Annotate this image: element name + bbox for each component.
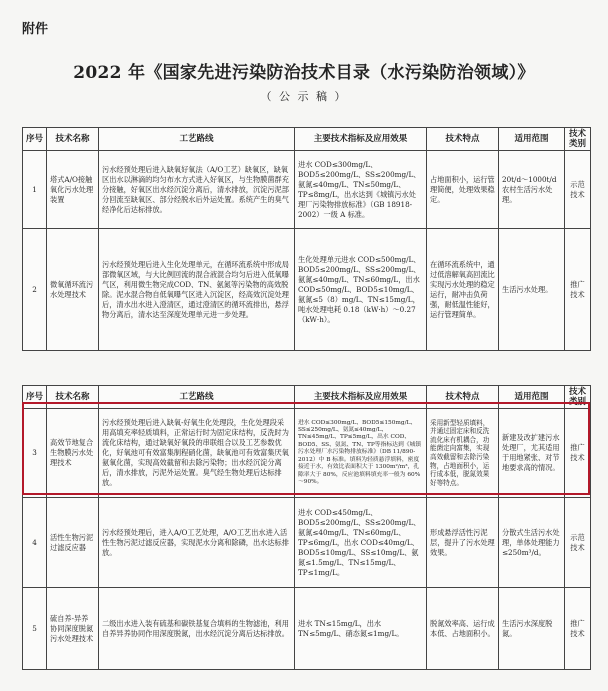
scope: 生活污水深度脱氮。 [499,588,565,670]
header-cell: 技术类别 [565,128,591,151]
tech-category: 推广技术 [565,409,591,498]
header-cell: 技术名称 [47,386,99,409]
attachment-label: 附件 [22,22,49,37]
tech-name: 活性生物污泥过滤反应器 [47,498,99,588]
row-number: 1 [23,151,47,229]
table-row [23,151,591,229]
tech-category: 推广技术 [565,588,591,670]
table-header-row [23,386,591,409]
process-route: 污水经预处理后进入缺氧-好氧生化处理段，生化处理段采用高填充率轻质填料，正常运行时为固定床结构，反洗时为流化床结构，通过缺氧好氧段的串联组合以及工艺参数优化，好氧池可有效富集制程硝化菌，缺氧池可有效富集厌氧氨氧化菌，实现高效截留和去除污染物；出水经沉淀分离后，清水排放，污泥外运处置。臭气经生物处理后达标排放。 [99,409,295,498]
header-cell: 技术类别 [565,386,591,409]
header-cell: 工艺路线 [99,386,295,409]
tech-name: 微氧循环流污水处理技术 [47,229,99,351]
catalog-table-part-2 [22,385,591,670]
scope: 生活污水处理。 [499,229,565,351]
process-route: 污水经预处理后进入缺氧好氧法（A/O工艺）缺氧区，缺氧区出水以淋滴的均匀布水方式进入好氧区，与生物膜菌群充分接触，好氧区出水经沉淀分离后，清水排放，沉淀污泥部分回流至缺氧区、部分经脱水后外运处置。系统产生的臭气经净化后达标排放。 [99,151,295,229]
header-cell: 序号 [23,128,47,151]
header-cell: 主要技术指标及应用效果 [295,386,427,409]
process-route: 二级出水进入装有硫基和碳铁基复合填料的生物滤池，利用自养异养协同作用深度脱氮，出水经沉淀分离后达标排放。 [99,588,295,670]
table-row [23,588,591,670]
table-row [23,229,591,351]
tech-name: 塔式A/O接触氧化污水处理装置 [47,151,99,229]
tech-category: 推广技术 [565,229,591,351]
tech-indicators: 进水 COD≤300mg/L、BOD5≤150mg/L、SS≤250mg/L、氨氮≤40mg/L、TN≤45mg/L、TP≤5mg/L，出水 COD、BOD5、SS、氨氮、TN、TP等指标达到《城镇污水处理厂水污染物排放标准》（DB 11/890-2012）中 B 标准。填料为轻质悬浮填料，密度接近于水，有效比表面积大于 1300m²/m³，孔隙率大于 80%，反应池填料填充率一般为 60%～90%。 [295,409,427,498]
row-number: 4 [23,498,47,588]
header-cell: 主要技术指标及应用效果 [295,128,427,151]
table-row [23,498,591,588]
row-number: 5 [23,588,47,670]
row-number: 3 [23,409,47,498]
document-subtitle: （ 公 示 稿 ） [260,90,348,103]
tech-indicators: 生化处理单元进水 COD≤500mg/L、BOD5≤200mg/L、SS≤200mg/L、氨氮≤40mg/L、TN≤60mg/L，出水 COD≤50mg/L、BOD5≤10mg/L、氨氮≤5（8）mg/L、TN≤15mg/L，吨水处理电耗 0.18（kW·h）～0.27（kW·h）。 [295,229,427,351]
row-number: 2 [23,229,47,351]
tech-features: 形成悬浮活性污泥层，提升了污水处理效果。 [427,498,499,588]
tech-indicators: 进水 COD≤300mg/L、BOD5≤200mg/L、SS≤200mg/L、氨氮≤40mg/L、TN≤50mg/L、TP≤8mg/L，出水达到《城镇污水处理厂污染物排放标准》（GB 18918-2002）一级 A 标准。 [295,151,427,229]
tech-category: 示范技术 [565,498,591,588]
header-cell: 适用范围 [499,128,565,151]
table-header-row [23,128,591,151]
tech-indicators: 进水 COD≤450mg/L、BOD5≤200mg/L、SS≤200mg/L、氨氮≤40mg/L、TN≤60mg/L、TP≤6mg/L，出水 COD≤40mg/L、BOD5≤10mg/L、SS≤10mg/L、氨氮≤1.5mg/L、TN≤15mg/L、TP≤1mg/L。 [295,498,427,588]
table-row-highlighted [23,409,591,498]
tech-category: 示范技术 [565,151,591,229]
header-cell: 技术名称 [47,128,99,151]
document-title: 2022 年《国家先进污染防治技术目录（水污染防治领域）》 [73,63,535,83]
tech-features: 采用新型轻质填料，并通过固定床和反洗流化床有机耦合，功能菌定向富集，实现高效截留和去除污染物，占地面积小，运行成本低，脱氮效果好等特点。 [427,409,499,498]
tech-name: 高效节地复合生物膜污水处理技术 [47,409,99,498]
scope: 20t/d～1000t/d农村生活污水处理。 [499,151,565,229]
header-cell: 适用范围 [499,386,565,409]
tech-features: 占地面积小，运行管理简便，处理效果稳定。 [427,151,499,229]
tech-name: 硫自养-异养协同深度脱氮污水处理技术 [47,588,99,670]
header-cell: 工艺路线 [99,128,295,151]
header-cell: 技术特点 [427,128,499,151]
header-cell: 序号 [23,386,47,409]
process-route: 污水经预处理后，进入A/O工艺处理，A/O工艺出水进入活性生物污泥过滤反应器，实现泥水分离和除磷，出水达标排放。 [99,498,295,588]
catalog-table-part-1 [22,127,591,351]
header-cell: 技术特点 [427,386,499,409]
tech-features: 脱氮效率高、运行成本低、占地面积小。 [427,588,499,670]
tech-indicators: 进水 TN≤15mg/L，出水 TN≤5mg/L、硝态氮≤1mg/L。 [295,588,427,670]
scope: 新建及改扩建污水处理厂，尤其适用于用地紧张、对节地要求高的情况。 [499,409,565,498]
scope: 分散式生活污水处理，单体处理能力≤250m³/d。 [499,498,565,588]
process-route: 污水经预处理后进入生化处理单元，在循环流系统中形成局部微氧区域，与大比例回流的混合液混合均匀后进入低氧曝气区，利用微生物完成COD、TN、氨氮等污染物的高效脱除。泥水混合物自低氧曝气区进入沉淀区，经高效沉淀处理后，清水出水进入澄清区，通过澄清区的循环流排出，悬浮物分离后，清水达至深度处理单元进一步处理。 [99,229,295,351]
tech-features: 在循环流系统中，通过低溶解氧高回流比实现污水处理的稳定运行，耐冲击负荷强，耐低温性能好，运行管理简单。 [427,229,499,351]
